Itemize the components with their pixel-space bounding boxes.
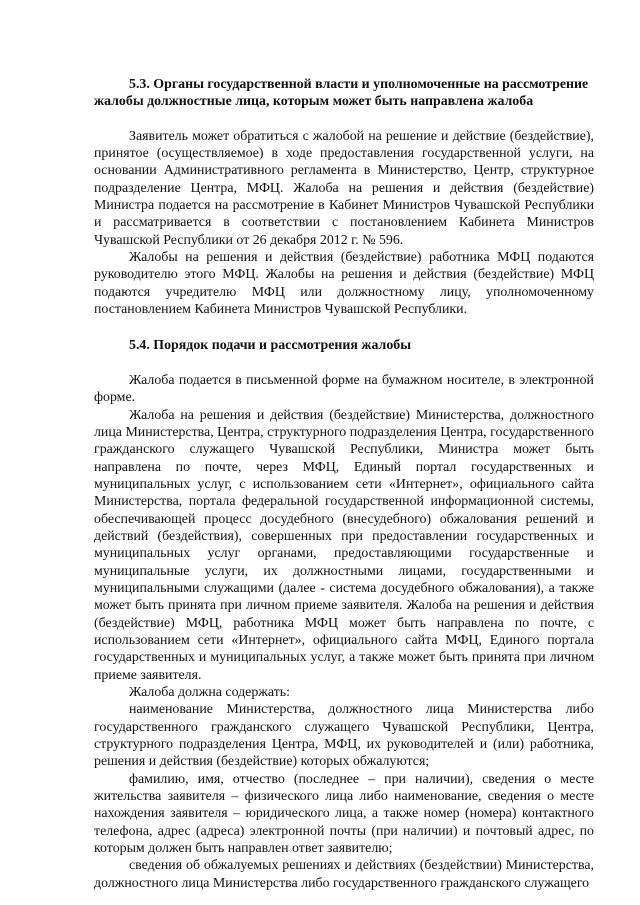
spacer bbox=[94, 355, 594, 372]
section-5-3-paragraph-2: Жалобы на решения и действия (бездействие) работника МФЦ подаются руководителю этого МФЦ. Жалобы на решения и действия (бездействие) МФЦ подаются учредителю МФЦ или должностному лицу, уполномоченному постановлением Кабинета Министров Чувашской Республики. bbox=[94, 250, 594, 318]
section-5-4-paragraph-6: сведения об обжалуемых решениях и действиях (бездействии) Министерства, должностного лица Министерства либо государственного гражданского служащего bbox=[94, 858, 594, 891]
document-page bbox=[94, 72, 594, 892]
section-5-3-heading: 5.3. Органы государственной власти и уполномоченные на рассмотрение жалобы должностные лица, которым может быть направлена жалоба bbox=[94, 77, 589, 110]
spacer bbox=[94, 111, 594, 128]
spacer bbox=[94, 318, 594, 337]
section-5-4-paragraph-4: наименование Министерства, должностного лица Министерства либо государственного гражданского служащего Чувашской Республики, Центра, структурного подразделения Центра, МФЦ, их руководителей и (или) работника, решения и действия (бездействие) которых обжалуются; bbox=[94, 702, 594, 770]
section-5-3-paragraph-1: Заявитель может обратиться с жалобой на решение и действие (бездействие), принятое (осуществляемое) в ходе предоставления государственной услуги, на основании Административного регламента в Министерство, Центр, структурное подразделение Центра, МФЦ. Жалоба на решения и действия (бездействие) Министра подается на рассмотрение в Кабинет Министров Чувашской Республики и рассматривается в соответствии с постановлением Кабинета Министров Чувашской Республики от 26 декабря 2012 г. № 596. bbox=[94, 128, 594, 248]
section-5-4-paragraph-1: Жалоба подается в письменной форме на бумажном носителе, в электронной форме. bbox=[94, 372, 594, 406]
section-5-4-heading: 5.4. Порядок подачи и рассмотрения жалобы bbox=[129, 338, 412, 354]
section-5-4-paragraph-5: фамилию, имя, отчество (последнее – при наличии), сведения о месте жительства заявителя – физического лица либо наименование, сведения о месте нахождения заявителя – юридического лица, а также номер (номера) контактного телефона, адрес (адреса) электронной почты (при наличии) и почтовый адрес, по которым должен быть направлен ответ заявителю; bbox=[94, 771, 594, 857]
section-5-4-paragraph-3: Жалоба должна содержать: bbox=[129, 685, 290, 700]
section-5-4-paragraph-2: Жалоба на решения и действия (бездействие) Министерства, должностного лица Министерства, Центра, структурного подразделения Центра, государственного гражданского служащего Чувашской Республики, Министра может быть направлена по почте, через МФЦ, Единый портал государственных и муниципальных услуг, с использованием сети «Интернет», официального сайта Министерства, портала федеральной государственной информационной системы, обеспечивающей процесс досудебного (внесудебного) обжалования решений и действий (бездействия), совершенных при предоставлении государственных и муниципальных услуг органами, предоставляющими государственные и муниципальные услуги, их должностными лицами, государственными и муниципальными служащими (далее - система досудебного обжалования), а также может быть принята при личном приеме заявителя. Жалоба на решения и действия (бездействие) МФЦ, работника МФЦ может быть направлена по почте, с использованием сети «Интернет», официального сайта МФЦ, Единого портала государственных и муниципальных услуг, а также может быть принята при личном приеме заявителя. bbox=[94, 407, 594, 683]
